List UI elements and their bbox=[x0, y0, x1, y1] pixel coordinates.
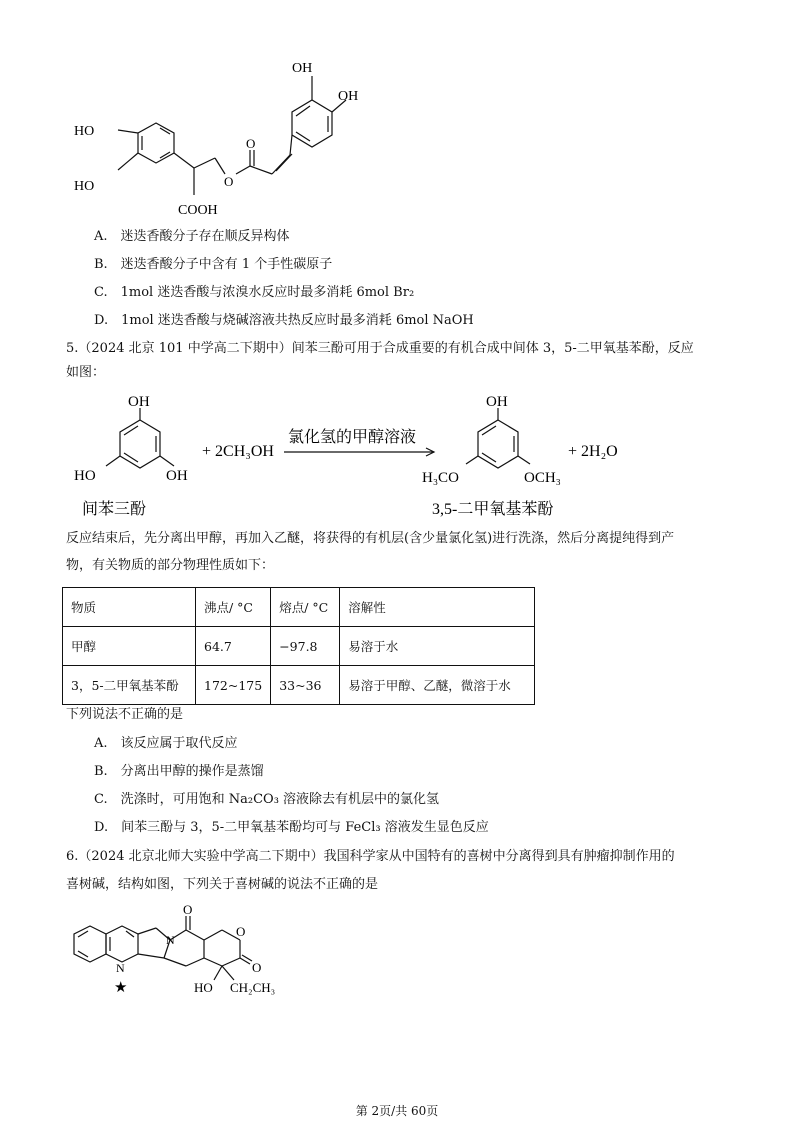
product-h3co-left: H₃CO bbox=[422, 470, 459, 486]
mol-label-ho-2: HO bbox=[74, 179, 95, 194]
mol-label-n-1: N bbox=[116, 961, 125, 975]
mol-label-ethyl: CH₂CH₃ bbox=[230, 980, 276, 995]
star-icon: ★ bbox=[114, 980, 128, 996]
mol-label-ho: HO bbox=[194, 980, 213, 995]
mol-label-o-right: O bbox=[252, 960, 262, 975]
rosmarinic-acid-structure bbox=[60, 50, 380, 225]
q4-option-a: A. 迷迭香酸分子存在顺反异构体 bbox=[94, 229, 290, 244]
mol-label-o-top: O bbox=[183, 902, 193, 917]
q4-option-d: D. 1mol 迷迭香酸与烧碱溶液共热反应时最多消耗 6mol NaOH bbox=[94, 313, 474, 328]
q6-stem-line2: 喜树碱，结构如图，下列关于喜树碱的说法不正确的是 bbox=[66, 877, 379, 892]
table-cell: 甲醇 bbox=[63, 627, 196, 666]
mol-label-oh-3: OH bbox=[292, 61, 313, 76]
physical-properties-table bbox=[62, 587, 535, 705]
table-header-cell: 溶解性 bbox=[340, 588, 535, 627]
table-header-cell: 物质 bbox=[63, 588, 196, 627]
mol-label-n-2: N bbox=[166, 933, 175, 947]
q5-para-line2: 物，有关物质的部分物理性质如下： bbox=[66, 558, 275, 573]
mol-label-ho-1: HO bbox=[74, 124, 95, 139]
q5-option-a: A. 该反应属于取代反应 bbox=[94, 736, 238, 751]
table-row bbox=[63, 627, 535, 666]
q5-option-d: D. 间苯三酚与 3，5-二甲氧基苯酚均可与 FeCl₃ 溶液发生显色反应 bbox=[94, 820, 489, 835]
table-cell: 64.7 bbox=[196, 627, 271, 666]
table-row bbox=[63, 666, 535, 705]
reactant-ho-left: HO bbox=[74, 468, 96, 484]
table-cell: 172~175 bbox=[196, 666, 271, 705]
table-header-cell: 沸点/ °C bbox=[196, 588, 271, 627]
q5-option-b: B. 分离出甲醇的操作是蒸馏 bbox=[94, 764, 264, 779]
product-name: 3,5-二甲氧基苯酚 bbox=[432, 501, 554, 518]
q6-stem-line1: 6.（2024 北京北师大实验中学高二下期中）我国科学家从中国特有的喜树中分离得到具有肿瘤抑制作用的 bbox=[66, 849, 675, 864]
q4-option-c: C. 1mol 迷迭香酸与浓溴水反应时最多消耗 6mol Br₂ bbox=[94, 285, 415, 300]
mol-label-cooh: COOH bbox=[178, 203, 218, 218]
table-cell: 3，5-二甲氧基苯酚 bbox=[63, 666, 196, 705]
mol-label-oh-4: OH bbox=[338, 89, 359, 104]
q5-option-c: C. 洗涤时，可用饱和 Na₂CO₃ 溶液除去有机层中的氯化氢 bbox=[94, 792, 440, 807]
reaction-condition: 氯化氢的甲醇溶液 bbox=[288, 429, 417, 446]
table-cell: 33~36 bbox=[271, 666, 340, 705]
mol-label-ester-o: O bbox=[224, 174, 234, 189]
q5-question: 下列说法不正确的是 bbox=[66, 707, 184, 722]
q5-stem-line1: 5.（2024 北京 101 中学高二下期中）间苯三酚可用于合成重要的有机合成中间体 3，5-二甲氧基苯酚，反应 bbox=[66, 341, 694, 356]
table-cell: 易溶于水 bbox=[340, 627, 535, 666]
table-cell: 易溶于甲醇、乙醚，微溶于水 bbox=[340, 666, 535, 705]
q5-para-line1: 反应结束后，先分离出甲醇，再加入乙醚，将获得的有机层(含少量氯化氢)进行洗涤，然后分离提纯得到产 bbox=[66, 531, 675, 546]
table-header-row bbox=[63, 588, 535, 627]
q5-stem-line2: 如图： bbox=[66, 365, 106, 380]
mol-label-carbonyl-o: O bbox=[246, 136, 256, 151]
q4-option-b: B. 迷迭香酸分子中含有 1 个手性碳原子 bbox=[94, 257, 333, 272]
product-oh-top: OH bbox=[486, 394, 508, 410]
camptothecin-structure bbox=[66, 900, 326, 1000]
byproduct-water: + 2H₂O bbox=[568, 443, 618, 460]
reactant-oh-top: OH bbox=[128, 394, 150, 410]
reagent-methanol: + 2CH₃OH bbox=[202, 443, 274, 460]
reactant-oh-right: OH bbox=[166, 468, 188, 484]
mol-label-o-ring: O bbox=[236, 924, 246, 939]
reactant-name: 间苯三酚 bbox=[82, 501, 147, 518]
page-footer: 第 2页/共 60页 bbox=[355, 1104, 439, 1118]
table-cell: −97.8 bbox=[271, 627, 340, 666]
product-och3-right: OCH₃ bbox=[524, 470, 561, 486]
table-header-cell: 熔点/ °C bbox=[271, 588, 340, 627]
q5-reaction-scheme bbox=[66, 390, 706, 520]
